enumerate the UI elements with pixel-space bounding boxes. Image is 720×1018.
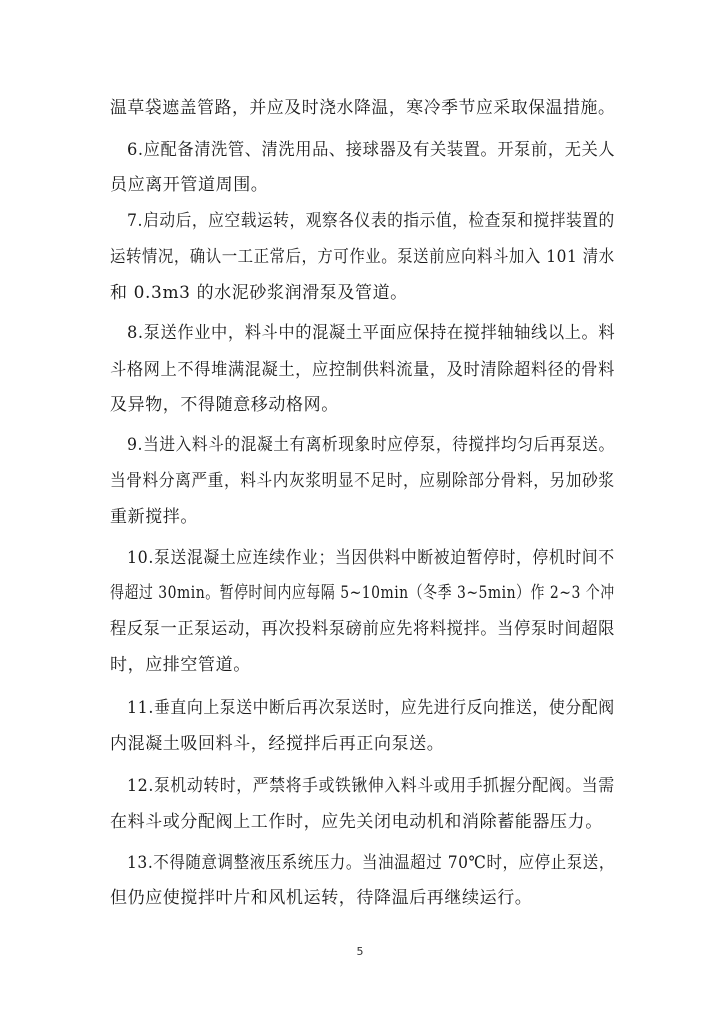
paragraph-7-line-1: 7.启动后，应空载运转，观察各仪表的指示值，检查泵和搅拌装置的 xyxy=(127,211,615,231)
paragraph-11-line-2: 内混凝土吸回料斗，经搅拌后再正向泵送。 xyxy=(110,734,445,754)
paragraph-11-line-1: 11.垂直向上泵送中断后再次泵送时，应先进行反向推送，使分配阀 xyxy=(127,698,615,718)
paragraph-12-line-1: 12.泵机动转时，严禁将手或铁锹伸入料斗或用手抓握分配阀。当需 xyxy=(127,776,615,796)
paragraph-10-line-4: 时，应排空管道。 xyxy=(110,655,251,675)
paragraph-8-line-3: 及异物，不得随意移动格网。 xyxy=(110,395,339,415)
paragraph-7-line-3: 和 0.3m3 的水泥砂浆润滑泵及管道。 xyxy=(110,283,408,303)
paragraph-13-line-1: 13.不得随意调整液压系统压力。当油温超过 70℃时，应停止泵送， xyxy=(127,853,615,873)
paragraph-9-line-1: 9.当进入料斗的混凝土有离析现象时应停泵，待搅拌均匀后再泵送。 xyxy=(127,435,615,455)
paragraph-13-line-2: 但仍应使搅拌叶片和风机运转，待降温后再继续运行。 xyxy=(110,888,533,908)
paragraph-10-line-2: 得超过 30min。暂停时间内应每隔 5~10min（冬季 3~5min）作 2~3 个冲 xyxy=(110,583,615,603)
paragraph-9-line-3: 重新搅拌。 xyxy=(110,507,198,527)
paragraph-10-line-3: 程反泵一正泵运动，再次投料泵磅前应先将料搅拌。当停泵时间超限 xyxy=(110,619,615,639)
page-number: 5 xyxy=(356,945,364,958)
text-line: 温草袋遮盖管路，并应及时浇水降温，寒冷季节应采取保温措施。 xyxy=(110,98,616,118)
paragraph-7-line-2: 运转情况，确认一工正常后，方可作业。泵送前应向料斗加入 101 清水 xyxy=(110,247,615,267)
paragraph-6-line-2: 员应离开管道周围。 xyxy=(110,175,269,195)
paragraph-9-line-2: 当骨料分离严重，料斗内灰浆明显不足时，应剔除部分骨料，另加砂浆 xyxy=(110,471,615,491)
paragraph-6-line-1: 6.应配备清洗管、清洗用品、接球器及有关装置。开泵前，无关人 xyxy=(127,140,616,160)
paragraph-10-line-1: 10.泵送混凝土应连续作业；当因供料中断被迫暂停时，停机时间不 xyxy=(127,548,615,568)
paragraph-8-line-1: 8.泵送作业中，料斗中的混凝土平面应保持在搅拌轴轴线以上。料 xyxy=(127,323,616,343)
paragraph-12-line-2: 在料斗或分配阀上工作时，应先关闭电动机和消除蓄能器压力。 xyxy=(110,812,603,832)
paragraph-8-line-2: 斗格网上不得堆满混凝土，应控制供料流量，及时清除超料径的骨料 xyxy=(110,360,615,380)
